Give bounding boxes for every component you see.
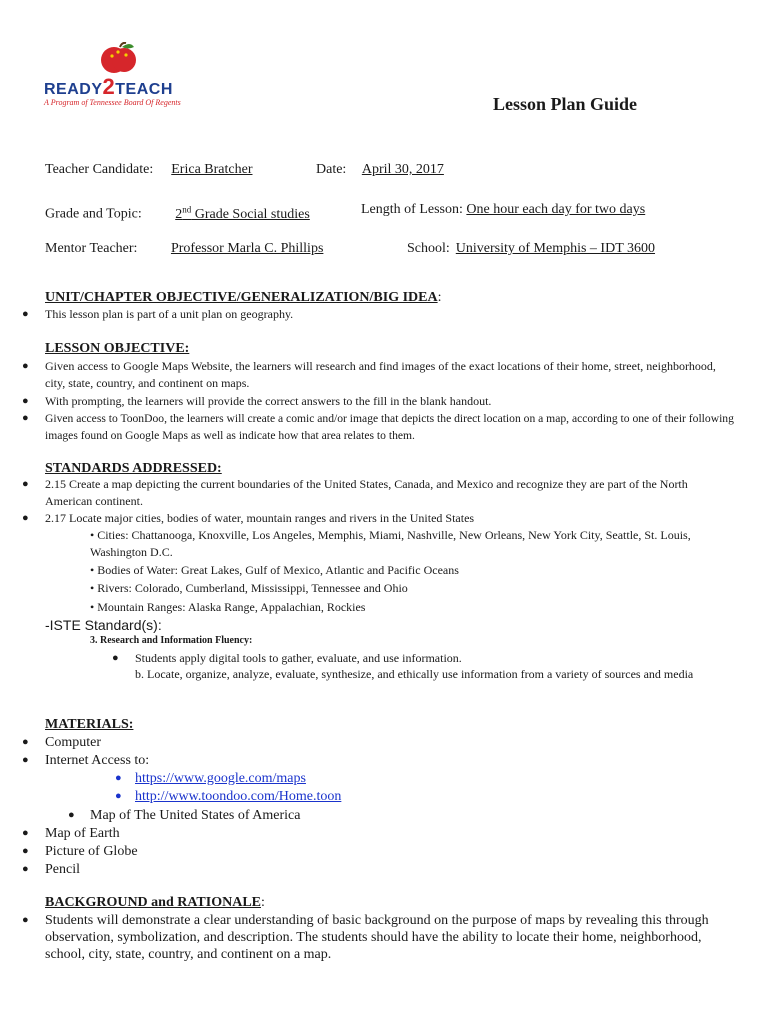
logo-ready-text: READY xyxy=(44,81,103,98)
iste-b: b. Locate, organize, analyze, evaluate, synthesize, and ethically use information from a variety of sources and media xyxy=(135,667,694,681)
standard-sub-mountains: • Mountain Ranges: Alaska Range, Appalachian, Rockies xyxy=(90,600,366,614)
bullet-icon: ● xyxy=(22,395,29,407)
material-us-map: Map of The United States of America xyxy=(90,808,301,823)
standard-2-17: 2.17 Locate major cities, bodies of water, mountain ranges and rivers in the United States xyxy=(45,511,475,525)
grade-num: 2 xyxy=(175,206,183,222)
objective-item-1: Given access to Google Maps Website, the learners will research and find images of the exact locations of their home, street, neighborhood, city, state, country, and continent on maps. xyxy=(45,359,716,390)
logo-2-text: 2 xyxy=(102,74,116,99)
length-label: Length of Lesson: xyxy=(361,202,463,217)
iste-item: Students apply digital tools to gather, evaluate, and use information. xyxy=(135,651,462,665)
objective-heading: LESSON OBJECTIVE: xyxy=(45,341,190,356)
material-pencil: Pencil xyxy=(45,862,80,877)
bullet-icon: ● xyxy=(22,478,29,490)
standards-heading: STANDARDS ADDRESSED: xyxy=(45,461,222,476)
background-text: Students will demonstrate a clear understanding of basic background on the purpose of maps by revealing this through observation, symbolization, and description. The students should have the ability to locate their home, neighborhood, school, city, state, country, and continent on a map. xyxy=(45,913,709,962)
page-title: Lesson Plan Guide xyxy=(493,94,638,114)
grade-sup: nd xyxy=(182,204,192,214)
logo-tagline: A Program of Tennessee Board Of Regents xyxy=(44,98,181,107)
school-row xyxy=(407,240,669,257)
bullet-icon: ● xyxy=(115,790,122,802)
mentor-row xyxy=(45,240,345,257)
material-globe: Picture of Globe xyxy=(45,844,138,859)
material-earth: Map of Earth xyxy=(45,826,120,841)
mentor-value: Professor Marla C. Phillips xyxy=(170,241,324,256)
grade-rest: Grade Social studies xyxy=(191,206,310,222)
bullet-icon: ● xyxy=(22,308,29,320)
length-row xyxy=(361,201,645,218)
background-heading: BACKGROUND and RATIONALE: xyxy=(45,895,265,910)
bullet-icon: ● xyxy=(112,652,119,664)
bullet-icon: ● xyxy=(22,360,29,372)
bullet-icon: ● xyxy=(22,412,29,424)
teacher-label: Teacher Candidate: xyxy=(45,162,154,177)
teacher-value: Erica Bratcher xyxy=(171,162,253,177)
grade-row xyxy=(45,201,332,223)
unit-item: This lesson plan is part of a unit plan on geography. xyxy=(45,307,294,321)
bullet-icon: ● xyxy=(22,845,29,857)
date-value: April 30, 2017 xyxy=(361,162,444,177)
material-computer: Computer xyxy=(45,735,101,750)
material-internet: Internet Access to: xyxy=(45,753,150,768)
bullet-icon: ● xyxy=(115,772,122,784)
bullet-icon: ● xyxy=(68,809,75,821)
standard-sub-water: • Bodies of Water: Great Lakes, Gulf of Mexico, Atlantic and Pacific Oceans xyxy=(90,563,459,577)
link-google-maps[interactable]: https://www.google.com/maps xyxy=(135,771,306,786)
length-value: One hour each day for two days xyxy=(466,202,646,217)
bullet-icon: ● xyxy=(22,827,29,839)
standard-2-15: 2.15 Create a map depicting the current boundaries of the United States, Canada, and Mexico and recognize they are part of the North American continent. xyxy=(45,477,688,508)
bullet-icon: ● xyxy=(22,914,29,926)
mentor-label: Mentor Teacher: xyxy=(45,241,138,256)
standard-sub-cities: • Cities: Chattanooga, Knoxville, Los Angeles, Memphis, Miami, Nashville, New Orleans, New York City, Seattle, St. Louis, Washington D.C. xyxy=(90,528,691,559)
school-value: University of Memphis – IDT 3600 xyxy=(455,241,656,256)
date-row xyxy=(316,161,444,178)
bullet-icon: ● xyxy=(22,863,29,875)
teacher-row xyxy=(45,161,270,178)
unit-heading: UNIT/CHAPTER OBJECTIVE/GENERALIZATION/BIG IDEA: xyxy=(45,290,442,305)
materials-heading: MATERIALS: xyxy=(45,717,134,732)
bullet-icon: ● xyxy=(22,512,29,524)
grade-label: Grade and Topic: xyxy=(45,206,142,222)
link-toondoo[interactable]: http://www.toondoo.com/Home.toon xyxy=(135,789,342,804)
objective-item-3: Given access to ToonDoo, the learners will create a comic and/or image that depicts the direct location on a map, according to one of their following images found on Google Maps as well as indicate how that area relates to them. xyxy=(45,412,734,442)
iste-sub-heading: 3. Research and Information Fluency: xyxy=(90,635,253,646)
ready2teach-logo xyxy=(44,42,186,114)
bullet-icon: ● xyxy=(22,736,29,748)
standard-sub-rivers: • Rivers: Colorado, Cumberland, Mississippi, Tennessee and Ohio xyxy=(90,581,408,595)
date-label: Date: xyxy=(316,162,347,177)
logo-teach-text: TEACH xyxy=(115,81,173,98)
school-label: School: xyxy=(407,241,450,256)
bullet-icon: ● xyxy=(22,754,29,766)
objective-item-2: With prompting, the learners will provide the correct answers to the fill in the blank handout. xyxy=(45,394,492,408)
iste-label: -ISTE Standard(s): xyxy=(45,617,162,633)
